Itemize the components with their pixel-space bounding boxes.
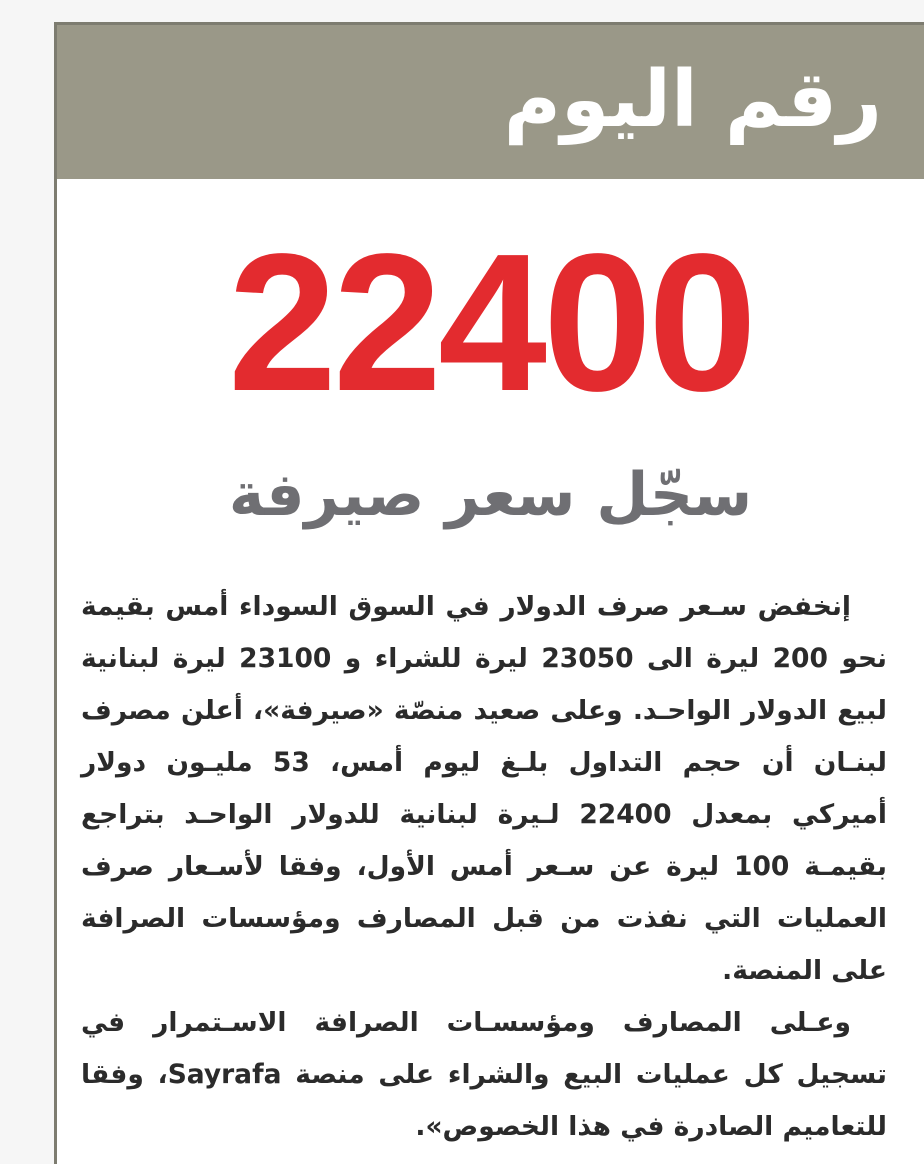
header-title: رقم اليوم [503,55,882,145]
featured-number: 22400 [227,213,754,432]
news-box [54,22,924,1164]
article-paragraph-2: وعـلى المصارف ومؤسسـات الصرافة الاسـتمرار في تسجيل كل عمليات البيع والشراء على منصة Sayrafa، وفقا للتعاميم الصادرة في هذا الخصوص». [81,1007,887,1142]
article-paragraph-1: إنخفض سـعر صرف الدولار في السوق السوداء أمس بقيمة نحو 200 ليرة الى 23050 ليرة للشراء و 23100 ليرة لبنانية لبيع الدولار الواحـد. وعلى صعيد منصّة «صيرفة»، أعلن مصرف لبنـان أن حجم التداول بلـغ ليوم أمس، 53 مليـون دولار أميركي بمعدل 22400 لـيرة لبنانية للدولار الواحـد بتراجع بقيمـة 100 ليرة عن سـعر أمس الأول، وفقا لأسـعار صرف العمليات التي نفذت من قبل المصارف ومؤسسات الصرافة على المنصة. [81,591,888,986]
article-body [81,581,887,1153]
header-band [57,25,924,179]
featured-caption: سجّل سعر صيرفة [228,460,753,530]
